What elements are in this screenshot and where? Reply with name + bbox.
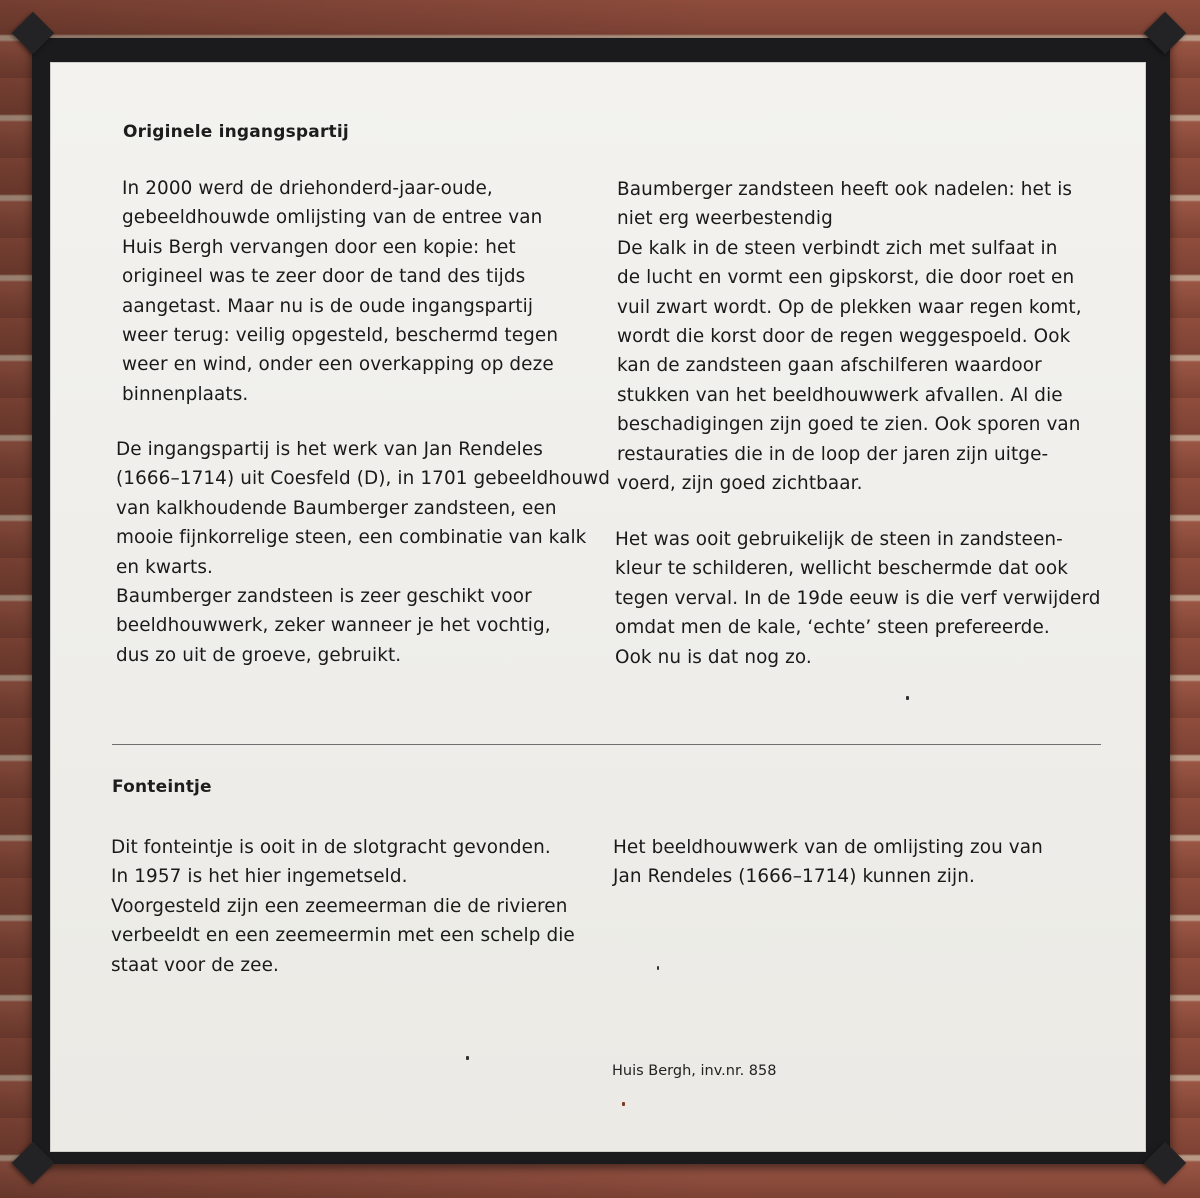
text-line: binnenplaats.: [122, 383, 249, 405]
text-line: verbeeldt en een zeemeermin met een schelp die: [111, 925, 575, 947]
section-heading-fonteintje: Fonteintje: [112, 777, 212, 797]
text-line: voerd, zijn goed zichtbaar.: [617, 473, 863, 495]
text-line: restauraties die in de loop der jaren zijn uitge-: [617, 443, 1049, 465]
text-line: Baumberger zandsteen heeft ook nadelen: het is: [617, 179, 1073, 200]
text-line: Baumberger zandsteen is zeer geschikt voor: [116, 586, 532, 608]
text-line: aangetast. Maar nu is de oude ingangspartij: [122, 295, 534, 317]
text-line: Het beeldhouwwerk van de omlijsting zou van: [613, 837, 1043, 858]
text-line: dus zo uit de groeve, gebruikt.: [116, 644, 402, 666]
paragraph-jan-rendeles-work: [116, 435, 610, 670]
text-line: origineel was te zeer door de tand des tijds: [122, 266, 526, 288]
dirt-speck: [657, 966, 659, 970]
text-line: beschadigingen zijn goed te zien. Ook sporen van: [617, 414, 1081, 436]
text-line: gebeeldhouwde omlijsting van de entree van: [122, 207, 543, 229]
text-line: kleur te schilderen, wellicht beschermde dat ook: [615, 558, 1068, 580]
text-line: Het was ooit gebruikelijk de steen in zandsteen-: [615, 529, 1063, 550]
text-line: staat voor de zee.: [111, 954, 279, 976]
text-line: Dit fonteintje is ooit in de slotgracht gevonden.: [111, 837, 551, 858]
text-line: omdat men de kale, ‘echte’ steen prefereerde.: [615, 617, 1050, 639]
paragraph-fountain-attribution: [613, 833, 1043, 892]
text-line: Huis Bergh vervangen door een kopie: het: [122, 236, 516, 258]
text-line: weer en wind, onder een overkapping op deze: [122, 354, 554, 376]
text-line: stukken van het beeldhouwwerk afvallen. Al die: [617, 384, 1063, 406]
text-line: beeldhouwwerk, zeker wanneer je het vochtig,: [116, 615, 551, 637]
paragraph-replacement-history: [122, 174, 558, 409]
dirt-speck: [466, 1056, 469, 1060]
text-line: en kwarts.: [116, 556, 213, 578]
text-line: de lucht en vormt een gipskorst, die door roet en: [617, 267, 1075, 289]
text-line: De ingangspartij is het werk van Jan Rendeles: [116, 439, 543, 460]
text-line: In 1957 is het hier ingemetseld.: [111, 866, 408, 888]
text-line: Jan Rendeles (1666–1714) kunnen zijn.: [613, 866, 975, 888]
text-line: van kalkhoudende Baumberger zandsteen, een: [116, 497, 557, 519]
dirt-speck: [622, 1102, 625, 1106]
text-line: vuil zwart wordt. Op de plekken waar regen komt,: [617, 296, 1082, 318]
text-line: Ook nu is dat nog zo.: [615, 646, 812, 668]
text-line: mooie fijnkorrelige steen, een combinatie van kalk: [116, 527, 587, 549]
text-line: In 2000 werd de driehonderd-jaar-oude,: [122, 178, 493, 199]
dirt-speck: [906, 696, 909, 700]
text-line: tegen verval. In de 19de eeuw is die verf verwijderd: [615, 587, 1101, 609]
text-line: wordt die korst door de regen weggespoeld. Ook: [617, 326, 1071, 348]
text-line: (1666–1714) uit Coesfeld (D), in 1701 gebeeldhouwd: [116, 468, 611, 490]
section-heading-originele-ingangspartij: Originele ingangspartij: [123, 122, 349, 142]
paragraph-fountain-description: [111, 833, 575, 980]
section-divider: [112, 744, 1101, 745]
text-line: niet erg weerbestendig: [617, 208, 833, 230]
text-line: Voorgesteld zijn een zeemeerman die de rivieren: [111, 895, 568, 917]
paragraph-paint-history: [615, 525, 1101, 672]
information-plate: [50, 62, 1146, 1152]
text-line: kan de zandsteen gaan afschilferen waardoor: [617, 355, 1042, 377]
inventory-credit: Huis Bergh, inv.nr. 858: [612, 1063, 777, 1079]
paragraph-sandstone-weathering: [617, 175, 1082, 498]
text-line: De kalk in de steen verbindt zich met sulfaat in: [617, 237, 1058, 259]
text-line: weer terug: veilig opgesteld, beschermd tegen: [122, 325, 559, 347]
